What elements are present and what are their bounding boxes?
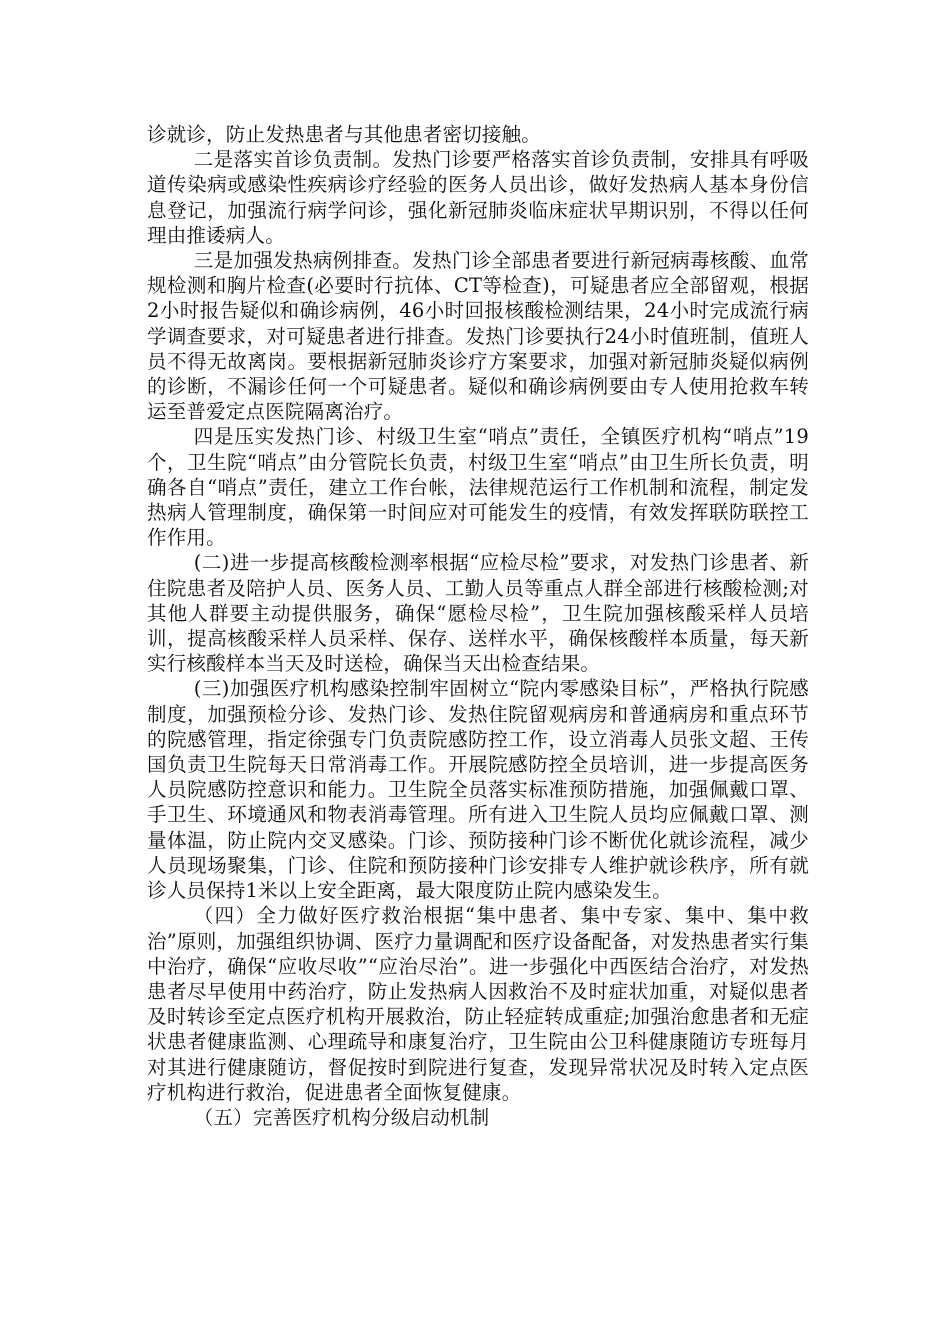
paragraph-fever-screening: 三是加强发热病例排查。发热门诊全部患者要进行新冠病毒核酸、血常规检测和胸片检查(必要时行抗体、CT等检查)，可疑患者应全部留观，根据2小时报告疑似和确诊病例，46小时回报核酸检测结果，24小时完成流行病学调查要求，对可疑患者进行排查。发热门诊要执行24小时值班制，值班人员不得无故离岗。要根据新冠肺炎诊疗方案要求，加强对新冠肺炎疑似病例的诊断，不漏诊任何一个可疑患者。疑似和确诊病例要由专人使用抢救车转运至普爱定点医院隔离治疗。 [147,249,809,424]
paragraph-medical-treatment: （四）全力做好医疗救治根据“集中患者、集中专家、集中、集中救治”原则，加强组织协调、医疗力量调配和医疗设备配备，对发热患者实行集中治疗，确保“应收尽收”“应治尽治”。进一步强化中西医结合治疗，对发热患者尽早使用中药治疗，防止发热病人因救治不及时症状加重，对疑似患者及时转诊至定点医疗机构开展救治，防止轻症转成重症;加强治愈患者和无症状患者健康监测、心理疏导和康复治疗，卫生院由公卫科健康随访专班每月对其进行健康随访，督促按时到院进行复查，发现异常状况及时转入定点医疗机构进行救治，促进患者全面恢复健康。 [147,904,809,1104]
paragraph-infection-control: (三)加强医疗机构感染控制牢固树立“院内零感染目标”，严格执行院感制度，加强预检分诊、发热门诊、发热住院留观病房和普通病房和重点环节的院感管理，指定徐强专门负责院感防控工作，设立消毒人员张文超、王传国负责卫生院每天日常消毒工作。开展院感防控全员培训，进一步提高医务人员院感防控意识和能力。卫生院全员落实标准预防措施，加强佩戴口罩、手卫生、环境通风和物表消毒管理。所有进入卫生院人员均应佩戴口罩、测量体温，防止院内交叉感染。门诊、预防接种门诊不断优化就诊流程，减少人员现场聚集，门诊、住院和预防接种门诊安排专人维护就诊秩序，所有就诊人员保持1米以上安全距离，最大限度防止院内感染发生。 [147,677,809,903]
paragraph-first-diagnosis: 二是落实首诊负责制。发热门诊要严格落实首诊负责制，安排具有呼吸道传染病或感染性疾病诊疗经验的医务人员出诊，做好发热病人基本身份信息登记，加强流行病学问诊，强化新冠肺炎临床症状早期识别，不得以任何理由推诿病人。 [147,148,809,247]
paragraph-continuation: 诊就诊，防止发热患者与其他患者密切接触。 [147,123,542,146]
paragraph-sentinel-duty: 四是压实发热门诊、村级卫生室“哨点”责任，全镇医疗机构“哨点”19个，卫生院“哨点”由分管院长负责，村级卫生室“哨点”由卫生所长负责，明确各自“哨点”责任，建立工作台帐，法律规范运行工作机制和流程，制定发热病人管理制度，确保第一时间应对可能发生的疫情，有效发挥联防联控工作作用。 [147,425,809,550]
section-heading-tiered-activation: （五）完善医疗机构分级启动机制 [193,1105,490,1129]
document-body [147,122,809,1130]
paragraph-nucleic-testing: (二)进一步提高核酸检测率根据“应检尽检”要求，对发热门诊患者、新住院患者及陪护人员、医务人员、工勤人员等重点人群全部进行核酸检测;对其他人群要主动提供服务，确保“愿检尽检”，卫生院加强核酸采样人员培训，提高核酸采样人员采样、保存、送样水平，确保核酸样本质量，每天新实行核酸样本当天及时送检，确保当天出检查结果。 [147,551,809,676]
